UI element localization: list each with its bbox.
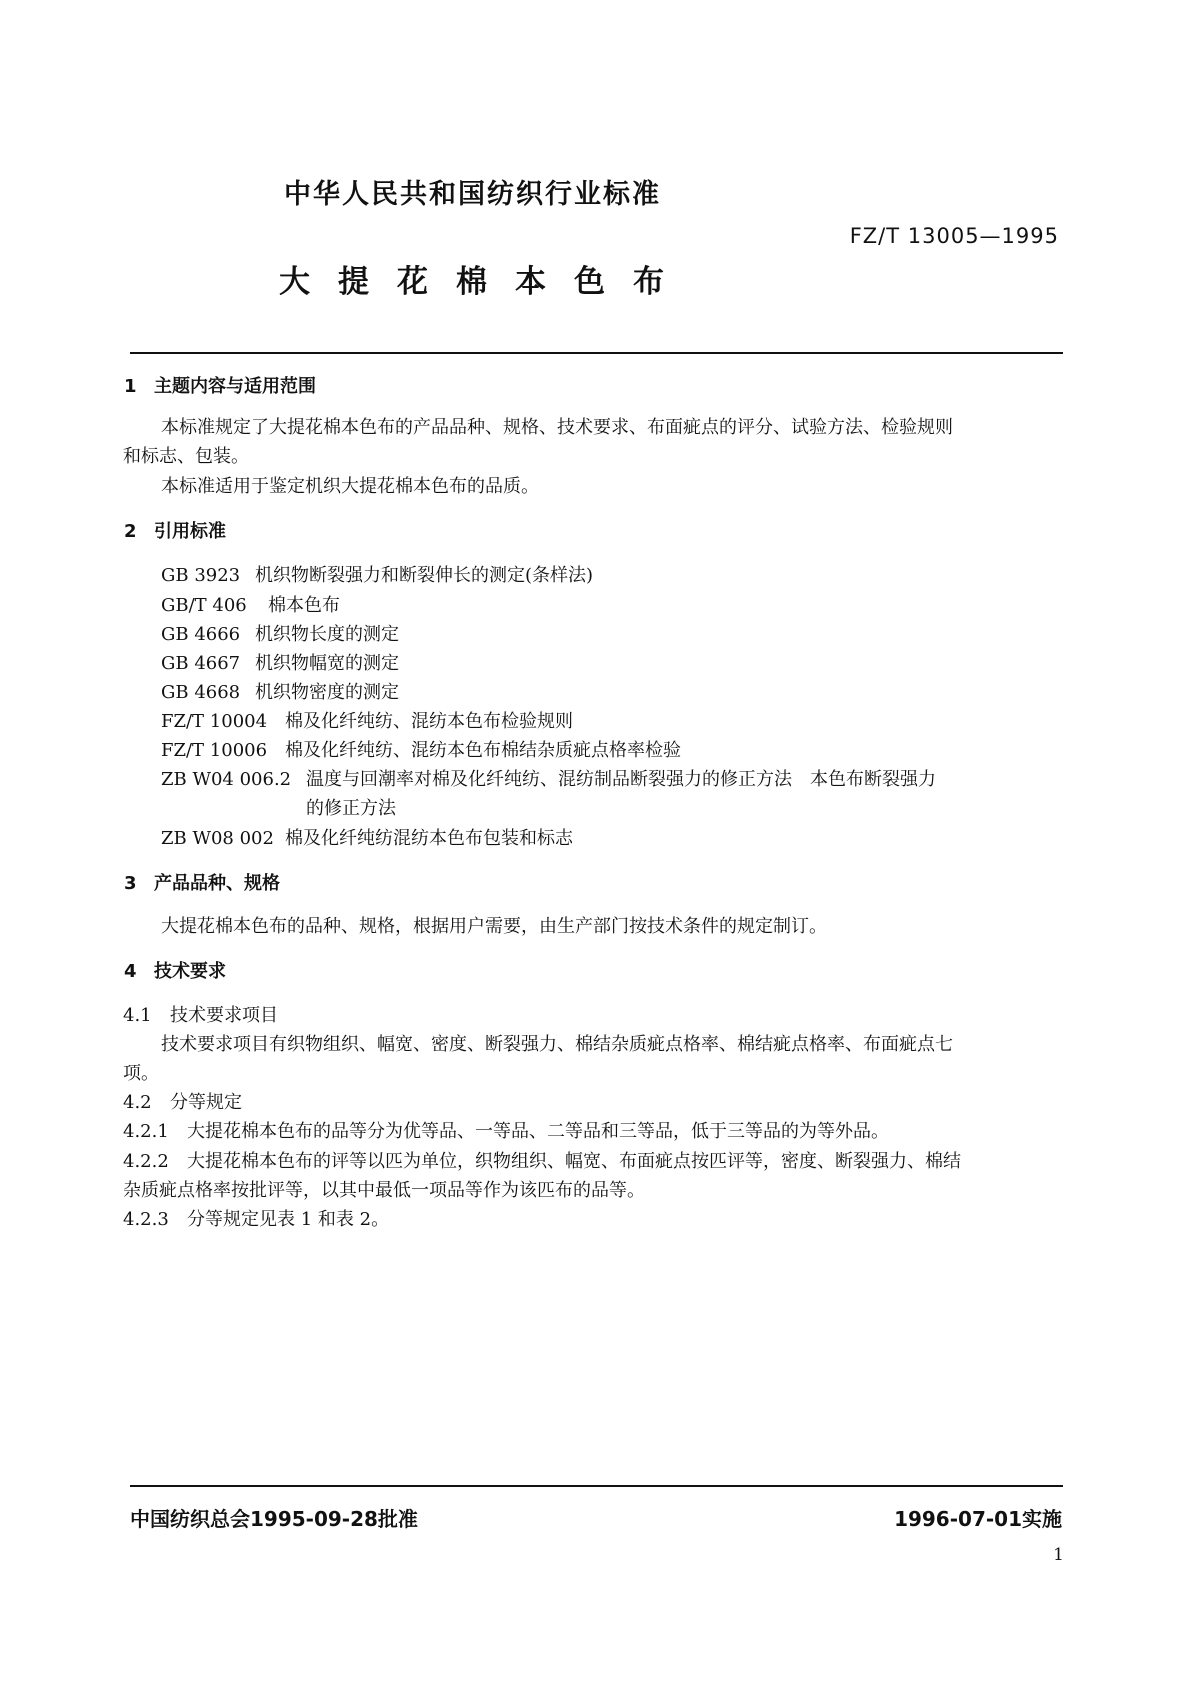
reference-item [161,591,340,617]
clause-text: 大提花棉本色布的品等分为优等品、一等品、二等品和三等品，低于三等品的为等外品。 [187,1121,889,1142]
effective-date: 1996-07-01实施 [894,1507,1062,1531]
clause-number: 4.2.2 [123,1151,169,1172]
reference-code: FZ/T 10006 [161,740,268,761]
reference-code: GB 4668 [161,682,241,703]
paragraph-line: 项。 [123,1063,159,1084]
reference-code: GB 4667 [161,653,241,674]
header-divider [130,352,1063,354]
section-1-heading [124,372,316,398]
section-number: 4 [124,961,137,982]
clause-4-2-2 [123,1147,961,1173]
paragraph-line: 和标志、包装。 [123,446,249,467]
reference-item [161,620,399,646]
paragraph-line: 技术要求项目有织物组织、幅宽、密度、断裂强力、棉结杂质疵点格率、棉结疵点格率、布面疵点七 [161,1034,953,1055]
reference-title: 棉及化纤纯纺、混纺本色布检验规则 [285,711,573,732]
paragraph-line: 本标准适用于鉴定机织大提花棉本色布的品质。 [161,476,539,497]
reference-item [161,678,399,704]
section-title: 产品品种、规格 [154,873,280,894]
subsection-number: 4.1 [123,1005,152,1026]
reference-code: GB/T 406 [161,595,247,616]
reference-item [161,561,593,587]
reference-item [161,824,573,850]
approval-statement: 中国纺织总会1995-09-28批准 [130,1507,418,1531]
reference-title: 棉本色布 [268,595,340,616]
reference-title: 机织物密度的测定 [255,682,399,703]
subsection-4-1-heading [123,1001,278,1027]
clause-number: 4.2.1 [123,1121,169,1142]
reference-code: ZB W08 002 [161,828,274,849]
subsection-title: 分等规定 [170,1092,242,1113]
reference-title: 机织物长度的测定 [255,624,399,645]
reference-title: 机织物断裂强力和断裂伸长的测定(条样法) [255,565,594,586]
standard-code: FZ/T 13005—1995 [849,224,1059,248]
document-title: 大提花棉本色布 [279,264,692,300]
reference-title: 温度与回潮率对棉及化纤纯纺、混纺制品断裂强力的修正方法 本色布断裂强力 [306,769,936,790]
paragraph-line: 杂质疵点格率按批评等，以其中最低一项品等作为该匹布的品等。 [123,1180,645,1201]
section-2-heading [124,517,226,543]
paragraph-line: 本标准规定了大提花棉本色布的产品品种、规格、技术要求、布面疵点的评分、试验方法、检验规则 [161,417,953,438]
reference-code: GB 4666 [161,624,241,645]
section-number: 1 [124,376,137,397]
section-title: 引用标准 [154,521,226,542]
reference-item [161,736,681,762]
reference-item [161,707,573,733]
section-4-heading [124,957,226,983]
clause-4-2-1 [123,1117,889,1143]
reference-title: 机织物幅宽的测定 [255,653,399,674]
reference-code: GB 3923 [161,565,241,586]
clause-number: 4.2.3 [123,1209,169,1230]
clause-text: 分等规定见表 1 和表 2。 [187,1209,390,1230]
footer-divider [130,1485,1063,1487]
section-title: 技术要求 [154,961,226,982]
page-number: 1 [1053,1545,1064,1565]
section-number: 3 [124,873,137,894]
section-3-heading [124,869,280,895]
reference-code: ZB W04 006.2 [161,769,292,790]
reference-item [161,649,399,675]
clause-text: 大提花棉本色布的评等以匹为单位，织物组织、幅宽、布面疵点按匹评等，密度、断裂强力、棉结 [187,1151,961,1172]
clause-4-2-3 [123,1205,389,1231]
section-title: 主题内容与适用范围 [154,376,316,397]
reference-item [161,765,936,791]
reference-title: 棉及化纤纯纺混纺本色布包装和标志 [285,828,573,849]
reference-title: 棉及化纤纯纺、混纺本色布棉结杂质疵点格率检验 [285,740,681,761]
subsection-title: 技术要求项目 [170,1005,278,1026]
reference-code: FZ/T 10004 [161,711,268,732]
section-number: 2 [124,521,137,542]
issuing-organization: 中华人民共和国纺织行业标准 [284,179,661,210]
subsection-4-2-heading [123,1088,242,1114]
reference-title-continued: 的修正方法 [306,798,396,819]
subsection-number: 4.2 [123,1092,152,1113]
paragraph-line: 大提花棉本色布的品种、规格，根据用户需要，由生产部门按技术条件的规定制订。 [161,916,827,937]
